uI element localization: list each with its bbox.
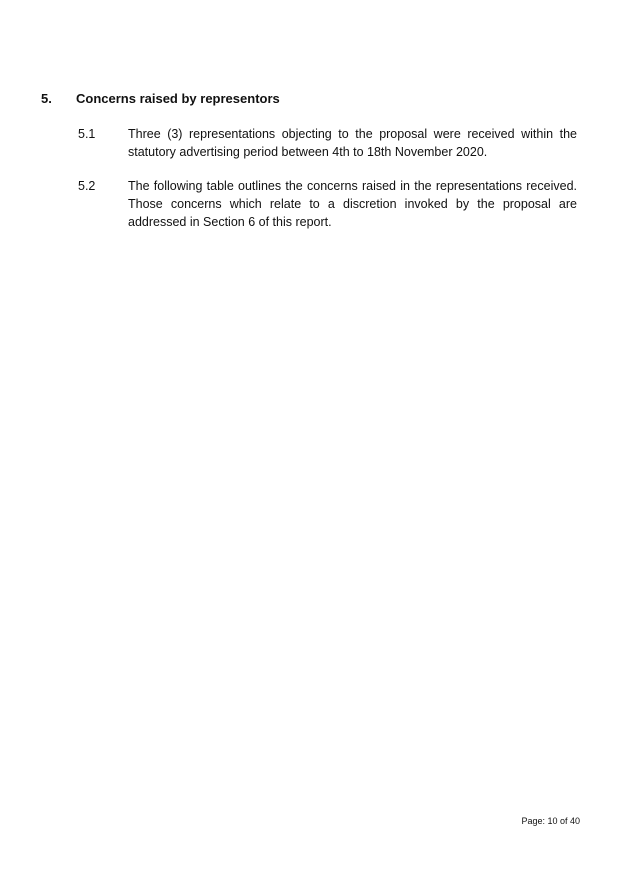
paragraph-5-1 <box>78 125 577 161</box>
section-number: 5. <box>41 91 52 106</box>
paragraph-text: Three (3) representations objecting to the proposal were received within the statutory advertising period between 4th to 18th November 2020. <box>128 127 577 159</box>
paragraph-number: 5.1 <box>78 127 96 141</box>
page-number-footer: Page: 10 of 40 <box>521 816 580 826</box>
paragraph-number: 5.2 <box>78 179 96 193</box>
section-title: Concerns raised by representors <box>76 91 280 106</box>
section-heading <box>41 91 280 106</box>
paragraph-text: The following table outlines the concerns raised in the representations received. Those concerns which relate to a discretion invoked by the proposal are addressed in Section 6 of this report. <box>128 179 577 229</box>
paragraph-5-2 <box>78 177 577 231</box>
